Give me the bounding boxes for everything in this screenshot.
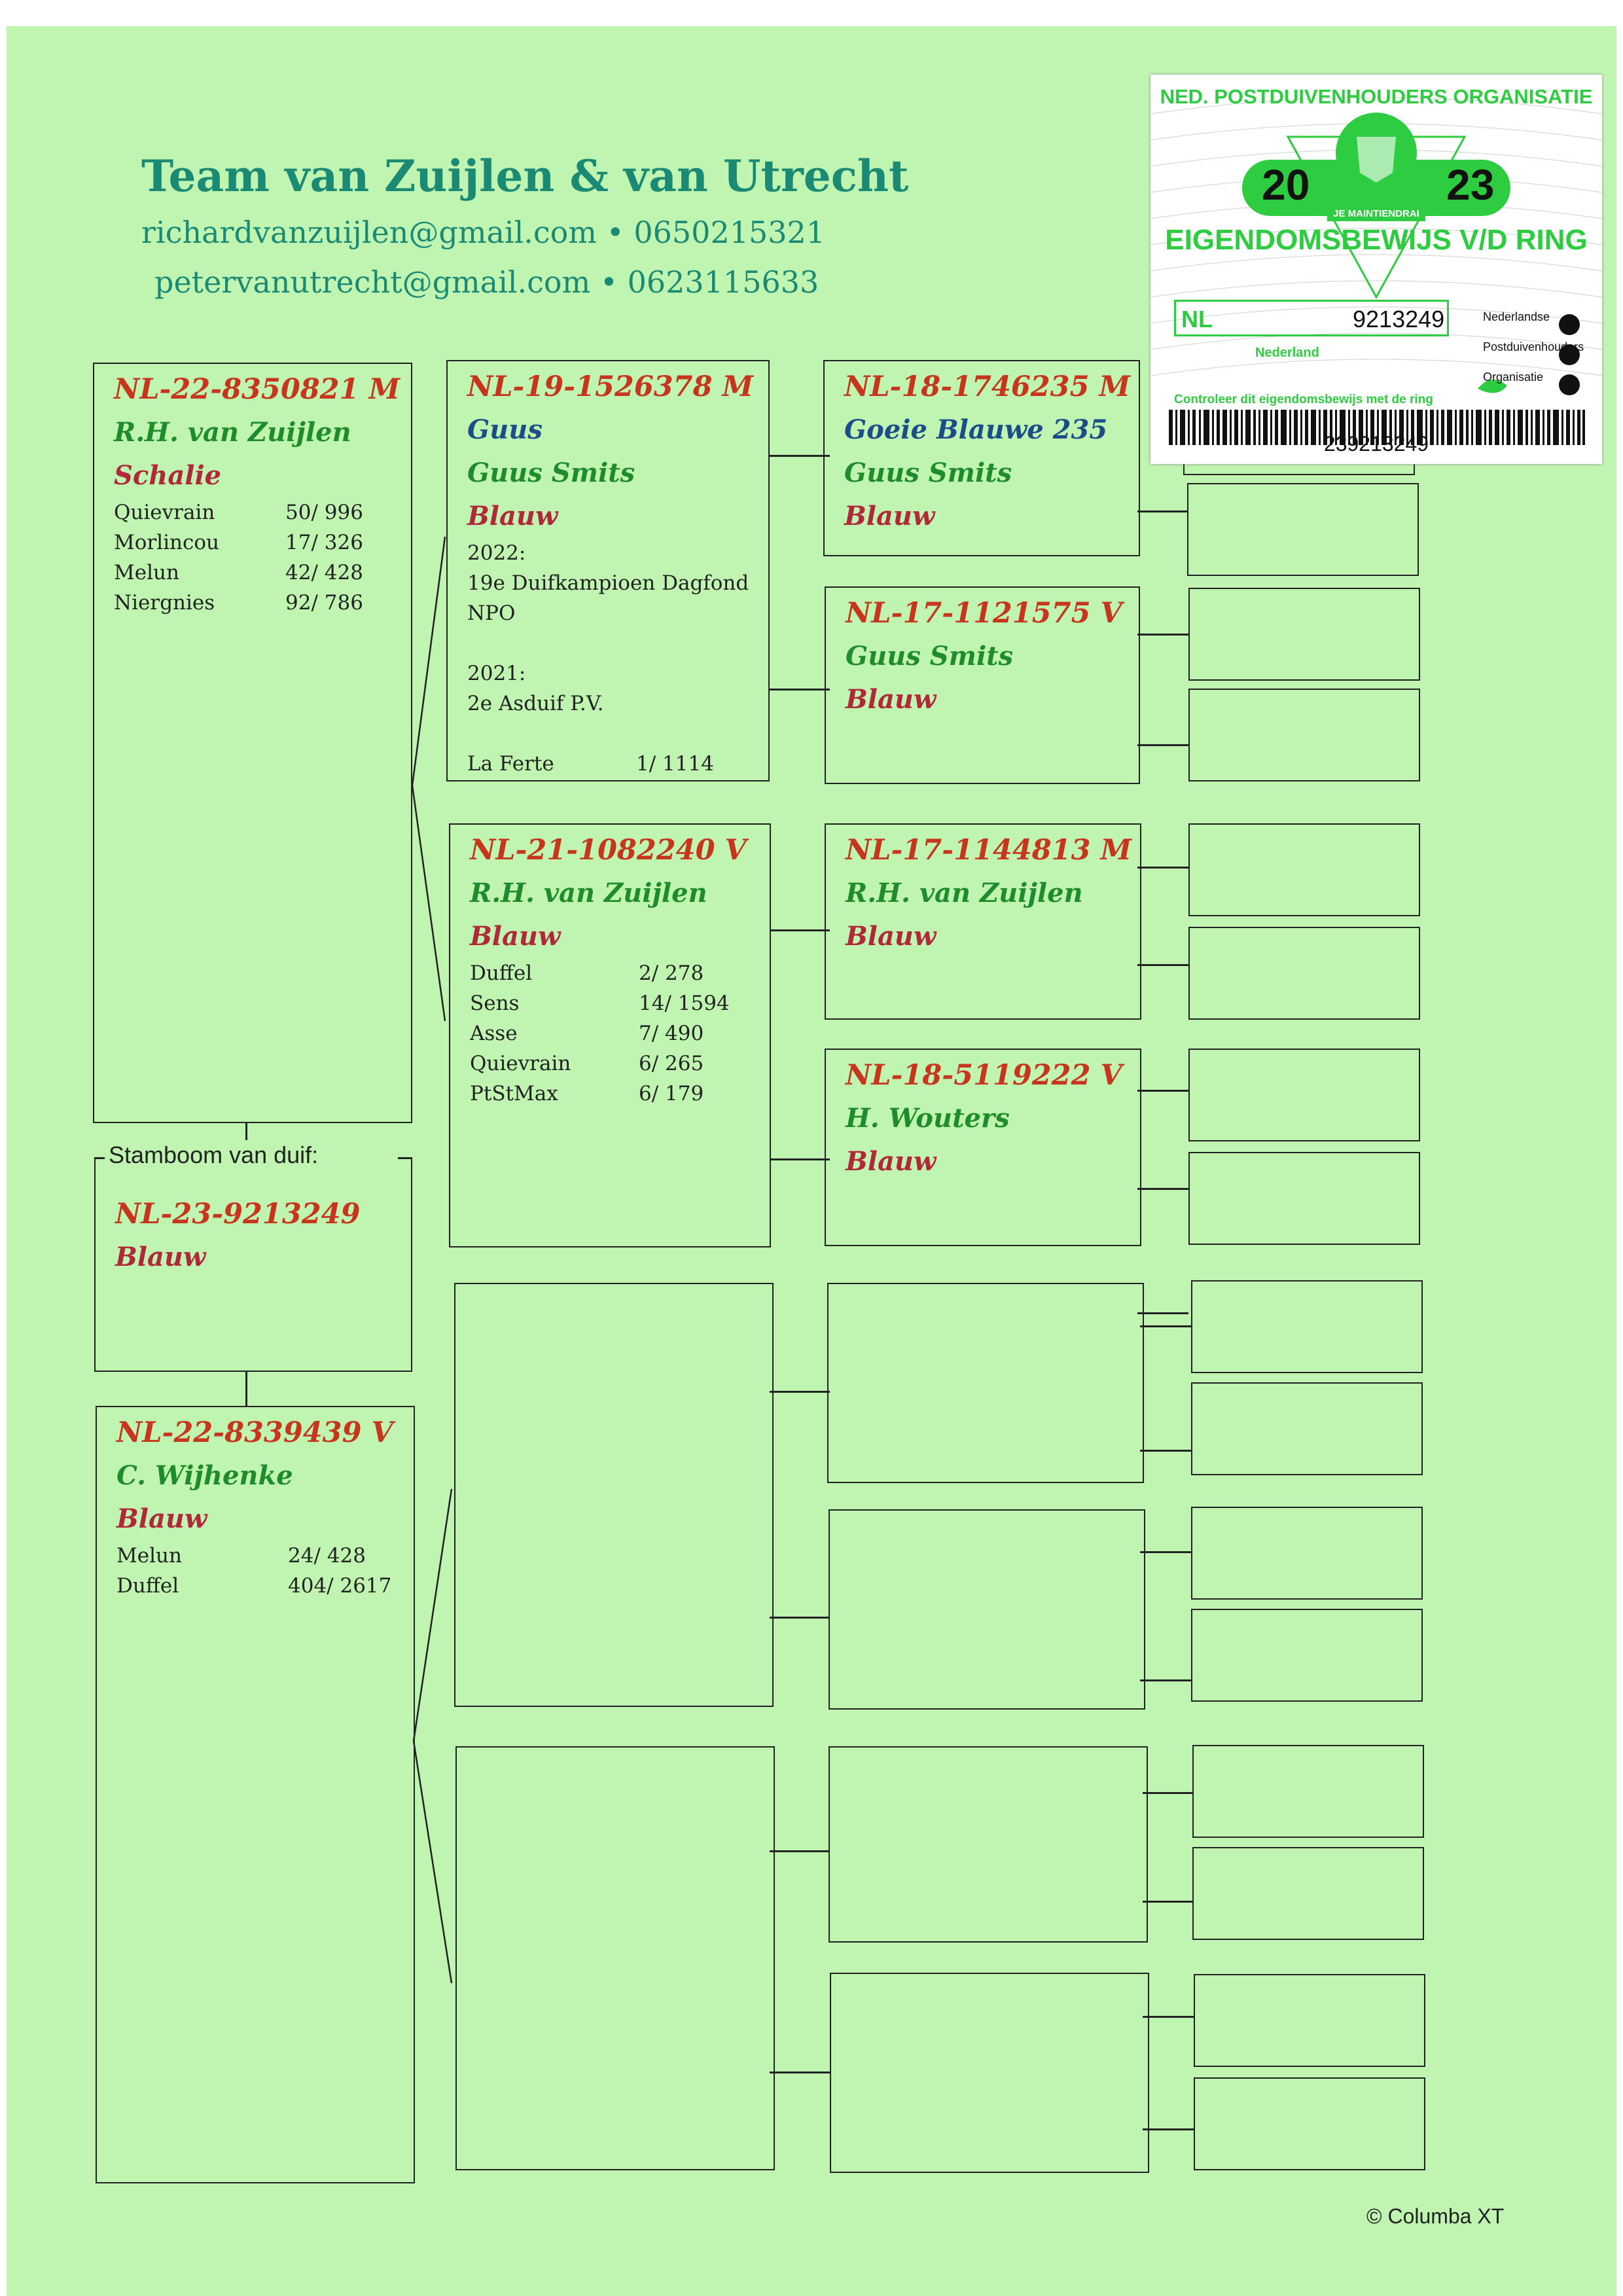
mff-card[interactable] bbox=[827, 1283, 1144, 1483]
result-row bbox=[470, 1018, 770, 1049]
father-ring: NL-22-8350821 M bbox=[114, 373, 401, 406]
result-score: 24/ 428 bbox=[288, 1544, 366, 1568]
result-row bbox=[116, 1571, 414, 1601]
gen4-card[interactable] bbox=[1191, 1609, 1423, 1702]
gen4-card[interactable] bbox=[1192, 1745, 1424, 1838]
result-score: 92/ 786 bbox=[285, 591, 363, 615]
result-row bbox=[114, 497, 411, 528]
result-row bbox=[470, 958, 770, 988]
gen4-card[interactable] bbox=[1194, 1974, 1425, 2067]
ff-note: 2021: bbox=[467, 662, 526, 685]
ff-note: 2e Asduif P.V. bbox=[467, 692, 604, 715]
gen4-card[interactable] bbox=[1187, 483, 1419, 576]
result-place: Duffel bbox=[116, 1574, 179, 1598]
ff-color: Blauw bbox=[467, 501, 558, 531]
result-score: 7/ 490 bbox=[639, 1022, 704, 1045]
sticker-title: EIGENDOMSBEWIJS V/D RING bbox=[1165, 224, 1588, 256]
ffm-card[interactable] bbox=[825, 586, 1140, 784]
father-name: Schalie bbox=[114, 460, 222, 491]
result-place: Niergnies bbox=[114, 591, 215, 615]
ff-note: 2022: bbox=[467, 541, 526, 565]
father-card[interactable] bbox=[93, 363, 412, 1123]
ff-note: 19e Duifkampioen Dagfond bbox=[467, 571, 749, 595]
subject-legend: Stamboom van duif: bbox=[105, 1141, 322, 1169]
legend-line bbox=[398, 1157, 412, 1159]
fmm-color: Blauw bbox=[846, 1146, 936, 1177]
gen4-card[interactable] bbox=[1191, 1382, 1423, 1475]
gen4-card[interactable] bbox=[1194, 2077, 1425, 2170]
result-score: 404/ 2617 bbox=[288, 1574, 392, 1598]
fm-breeder: R.H. van Zuijlen bbox=[470, 878, 707, 908]
gen4-card[interactable] bbox=[1191, 1280, 1423, 1373]
contact-line-2: petervanutrecht@gmail.com • 0623115633 bbox=[154, 264, 819, 300]
fm-color: Blauw bbox=[470, 921, 561, 952]
gen4-card[interactable] bbox=[1188, 927, 1420, 1020]
sticker-number: 9213249 bbox=[1353, 306, 1445, 332]
mother-ring: NL-22-8339439 V bbox=[116, 1416, 393, 1449]
mmf-card[interactable] bbox=[829, 1746, 1148, 1943]
result-row bbox=[114, 588, 411, 618]
result-score: 2/ 278 bbox=[639, 961, 704, 985]
result-row bbox=[114, 558, 411, 588]
sticker-year-right: 23 bbox=[1446, 160, 1495, 209]
fmf-ring: NL-17-1144813 M bbox=[846, 834, 1132, 867]
fm-ring: NL-21-1082240 V bbox=[470, 834, 747, 867]
sticker-year-left: 20 bbox=[1262, 160, 1310, 209]
fff-card[interactable] bbox=[823, 360, 1140, 556]
sticker-ring-field bbox=[1174, 300, 1449, 336]
result-score: 1/ 1114 bbox=[636, 752, 714, 776]
ff-note bbox=[467, 628, 768, 658]
result-place: Asse bbox=[470, 1022, 518, 1045]
copyright: © Columba XT bbox=[1366, 2204, 1505, 2228]
ownership-sticker bbox=[1150, 75, 1602, 464]
result-score: 42/ 428 bbox=[285, 561, 363, 584]
mother-breeder: C. Wijhenke bbox=[116, 1460, 293, 1491]
mmm-card[interactable] bbox=[830, 1973, 1149, 2173]
ff-name: Guus bbox=[467, 414, 543, 445]
subject-ring: NL-23-9213249 bbox=[115, 1198, 361, 1230]
sticker-organisation: NED. POSTDUIVENHOUDERS ORGANISATIE bbox=[1160, 85, 1593, 108]
result-place: Morlincou bbox=[114, 531, 220, 554]
ff-note bbox=[467, 719, 768, 749]
ff-card[interactable] bbox=[446, 360, 770, 781]
fff-name: Goeie Blauwe 235 bbox=[844, 414, 1108, 445]
subject-card[interactable] bbox=[94, 1157, 412, 1372]
result-row bbox=[467, 749, 768, 779]
sticker-org-line: Organisatie bbox=[1483, 370, 1544, 384]
sticker-org-line: Postduivenhouders bbox=[1483, 340, 1584, 353]
sticker-land: Nederland bbox=[1255, 346, 1319, 360]
pedigree-sheet bbox=[7, 26, 1616, 2296]
result-place: Quievrain bbox=[114, 501, 215, 524]
gen4-card[interactable] bbox=[1188, 823, 1420, 916]
result-score: 14/ 1594 bbox=[639, 992, 730, 1015]
fff-color: Blauw bbox=[844, 501, 935, 531]
mf-card[interactable] bbox=[454, 1283, 774, 1707]
result-row bbox=[470, 1049, 770, 1079]
sticker-note: Controleer dit eigendomsbewijs met de ring bbox=[1174, 393, 1433, 406]
sticker-org-line: Nederlandse bbox=[1483, 310, 1550, 323]
result-score: 50/ 996 bbox=[285, 501, 363, 524]
fmm-breeder: H. Wouters bbox=[846, 1103, 1010, 1134]
team-title: Team van Zuijlen & van Utrecht bbox=[141, 151, 909, 202]
contact-line-1: richardvanzuijlen@gmail.com • 0650215321 bbox=[141, 215, 826, 250]
fmf-breeder: R.H. van Zuijlen bbox=[846, 878, 1083, 908]
ffm-breeder: Guus Smits bbox=[846, 641, 1014, 672]
result-place: Sens bbox=[470, 992, 520, 1015]
fmf-card[interactable] bbox=[825, 823, 1141, 1020]
sticker-country: NL bbox=[1181, 306, 1213, 332]
mother-card[interactable] bbox=[96, 1406, 415, 2183]
result-place: Melun bbox=[114, 561, 179, 584]
gen4-card[interactable] bbox=[1191, 1507, 1423, 1600]
gen4-card[interactable] bbox=[1188, 1152, 1420, 1245]
fm-card[interactable] bbox=[449, 823, 771, 1247]
result-place: PtStMax bbox=[470, 1082, 558, 1105]
result-row bbox=[116, 1541, 414, 1571]
ff-note: NPO bbox=[467, 601, 516, 625]
ffm-color: Blauw bbox=[846, 684, 936, 715]
subject-color: Blauw bbox=[115, 1242, 206, 1272]
result-place: Quievrain bbox=[470, 1052, 571, 1075]
result-place: La Ferte bbox=[467, 752, 554, 776]
ff-ring: NL-19-1526378 M bbox=[467, 370, 754, 403]
result-row bbox=[470, 1079, 770, 1109]
result-row bbox=[114, 528, 411, 558]
ffm-ring: NL-17-1121575 V bbox=[846, 597, 1122, 630]
sticker-motto: JE MAINTIENDRAI bbox=[1333, 208, 1419, 219]
mother-color: Blauw bbox=[116, 1503, 207, 1534]
mfm-card[interactable] bbox=[829, 1509, 1145, 1710]
result-score: 6/ 265 bbox=[639, 1052, 704, 1075]
fff-breeder: Guus Smits bbox=[844, 457, 1012, 488]
barcode-number: 239213249 bbox=[1323, 432, 1429, 456]
fmm-ring: NL-18-5119222 V bbox=[846, 1059, 1122, 1092]
fmf-color: Blauw bbox=[846, 921, 936, 952]
mm-card[interactable] bbox=[455, 1746, 775, 2170]
result-score: 17/ 326 bbox=[285, 531, 363, 554]
fmm-card[interactable] bbox=[825, 1049, 1141, 1246]
ff-breeder: Guus Smits bbox=[467, 457, 635, 488]
result-place: Duffel bbox=[470, 961, 533, 985]
gen4-card[interactable] bbox=[1188, 1049, 1420, 1141]
result-score: 6/ 179 bbox=[639, 1082, 704, 1105]
result-row bbox=[470, 988, 770, 1018]
fff-ring: NL-18-1746235 M bbox=[844, 370, 1131, 403]
gen4-card[interactable] bbox=[1188, 689, 1420, 781]
gen4-card[interactable] bbox=[1188, 588, 1420, 681]
father-breeder: R.H. van Zuijlen bbox=[114, 417, 351, 448]
result-place: Melun bbox=[116, 1544, 182, 1568]
gen4-card[interactable] bbox=[1192, 1847, 1424, 1940]
